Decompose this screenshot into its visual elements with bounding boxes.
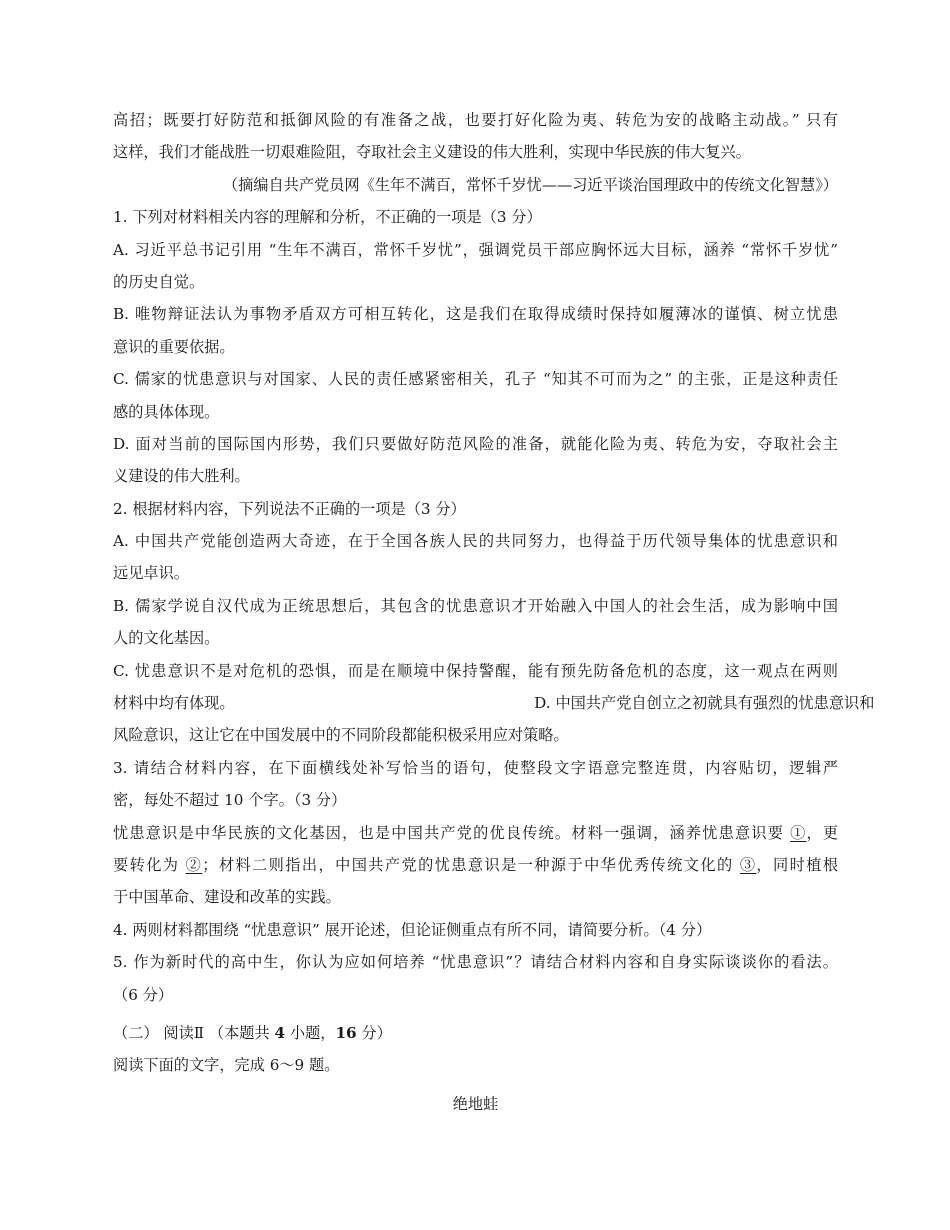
blank-marker-3: ③ <box>739 855 757 874</box>
section-heading-text: 小题， <box>285 1023 336 1042</box>
section-question-count: 4 <box>274 1023 286 1042</box>
question-2-option-c-cont: 材料中均有体现。 <box>113 694 235 713</box>
question-3-paragraph-line <box>113 849 838 881</box>
paragraph-text: ，更 <box>806 823 839 842</box>
question-2-option-d-cont: 风险意识，这让它在中国发展中的不同阶段都能积极采用应对策略。 <box>113 726 569 745</box>
paragraph-text: ，同时植根 <box>756 855 839 874</box>
paragraph-text: ；材料二则指出，中国共产党的忧患意识是一种源于中华优秀传统文化的 <box>202 855 740 874</box>
paragraph-text: 忧患意识是中华民族的文化基因，也是中国共产党的优良传统。材料一强调，涵养忧患意识要 <box>113 823 791 842</box>
question-1-option-b-cont: 意识的重要依据。 <box>113 337 235 356</box>
reading-instruction: 阅读下面的文字，完成 6～9 题。 <box>113 1056 340 1075</box>
passage-source: （摘编自共产党员网《生年不满百，常怀千岁忧——习近平谈治国理政中的传统文化智慧》） <box>222 175 838 194</box>
story-title: 绝地蛙 <box>452 1094 499 1113</box>
question-1-option-a-cont: 的历史自觉。 <box>113 272 205 291</box>
section-heading <box>113 1017 838 1049</box>
blank-marker-1: ① <box>790 823 807 842</box>
question-3-paragraph-line: 于中国革命、建设和改革的实践。 <box>113 888 341 907</box>
question-2-option-b: B. 儒家学说自汉代成为正统思想后，其包含的忧患意识才开始融入中国人的社会生活，成为影响中国 <box>113 596 838 615</box>
question-4-stem: 4. 两则材料都围绕 “忧患意识” 展开论述，但论证侧重点有所不同，请简要分析。（4 分） <box>113 920 712 939</box>
question-1-option-c: C. 儒家的忧患意识与对国家、人民的责任感紧密相关，孔子 “知其不可而为之” 的主张，正是这种责任 <box>113 370 838 389</box>
question-3-paragraph-line <box>113 817 838 849</box>
question-3-stem-cont: 密，每处不超过 10 个字。（3 分） <box>113 791 347 810</box>
section-heading-text: （二） 阅读Ⅱ （本题共 <box>113 1023 275 1042</box>
question-2-option-d: D. 中国共产党自创立之初就具有强烈的忧患意识和 <box>534 694 875 713</box>
section-score: 16 <box>335 1023 357 1042</box>
question-1-option-d: D. 面对当前的国际国内形势，我们只要做好防范风险的准备，就能化险为夷、转危为安，夺取社会主 <box>113 434 838 453</box>
question-2-option-a-cont: 远见卓识。 <box>113 564 189 583</box>
section-heading-text: 分） <box>356 1023 392 1042</box>
paragraph-text: 要转化为 <box>113 855 186 874</box>
document-page <box>113 104 875 1120</box>
question-1-option-c-cont: 感的具体体现。 <box>113 402 220 421</box>
question-3-stem: 3. 请结合材料内容，在下面横线处补写恰当的语句，使整段文字语意完整连贯，内容贴切，逻辑严 <box>113 758 838 777</box>
question-1-stem: 1. 下列对材料相关内容的理解和分析，不正确的一项是（3 分） <box>113 208 542 227</box>
question-5-stem: 5. 作为新时代的高中生，你认为应如何培养 “忧患意识”？请结合材料内容和自身实际谈谈你的看法。 <box>113 953 838 972</box>
passage-line: 这样，我们才能战胜一切艰难险阻，夺取社会主义建设的伟大胜利，实现中华民族的伟大复兴。 <box>113 143 751 162</box>
question-1-option-d-cont: 义建设的伟大胜利。 <box>113 467 250 486</box>
passage-line: 高招；既要打好防范和抵御风险的有准备之战，也要打好化险为夷、转危为安的战略主动战。” 只有 <box>113 111 838 129</box>
question-2-option-b-cont: 人的文化基因。 <box>113 629 220 648</box>
question-2-stem: 2. 根据材料内容，下列说法不正确的一项是（3 分） <box>113 499 466 518</box>
blank-marker-2: ② <box>185 855 203 874</box>
question-1-option-b: B. 唯物辩证法认为事物矛盾双方可相互转化，这是我们在取得成绩时保持如履薄冰的谨慎、树立忧患 <box>113 305 838 324</box>
question-2-mixed-line <box>113 687 875 719</box>
question-5-stem-cont: （6 分） <box>113 985 174 1004</box>
question-2-option-a: A. 中国共产党能创造两大奇迹，在于全国各族人民的共同努力，也得益于历代领导集体的忧患意识和 <box>113 532 838 551</box>
question-2-option-c: C. 忧患意识不是对危机的恐惧，而是在顺境中保持警醒，能有预先防备危机的态度，这一观点在两则 <box>113 661 838 680</box>
question-1-option-a: A. 习近平总书记引用 “生年不满百，常怀千岁忧”，强调党员干部应胸怀远大目标，涵养 “常怀千岁忧” <box>113 240 838 259</box>
